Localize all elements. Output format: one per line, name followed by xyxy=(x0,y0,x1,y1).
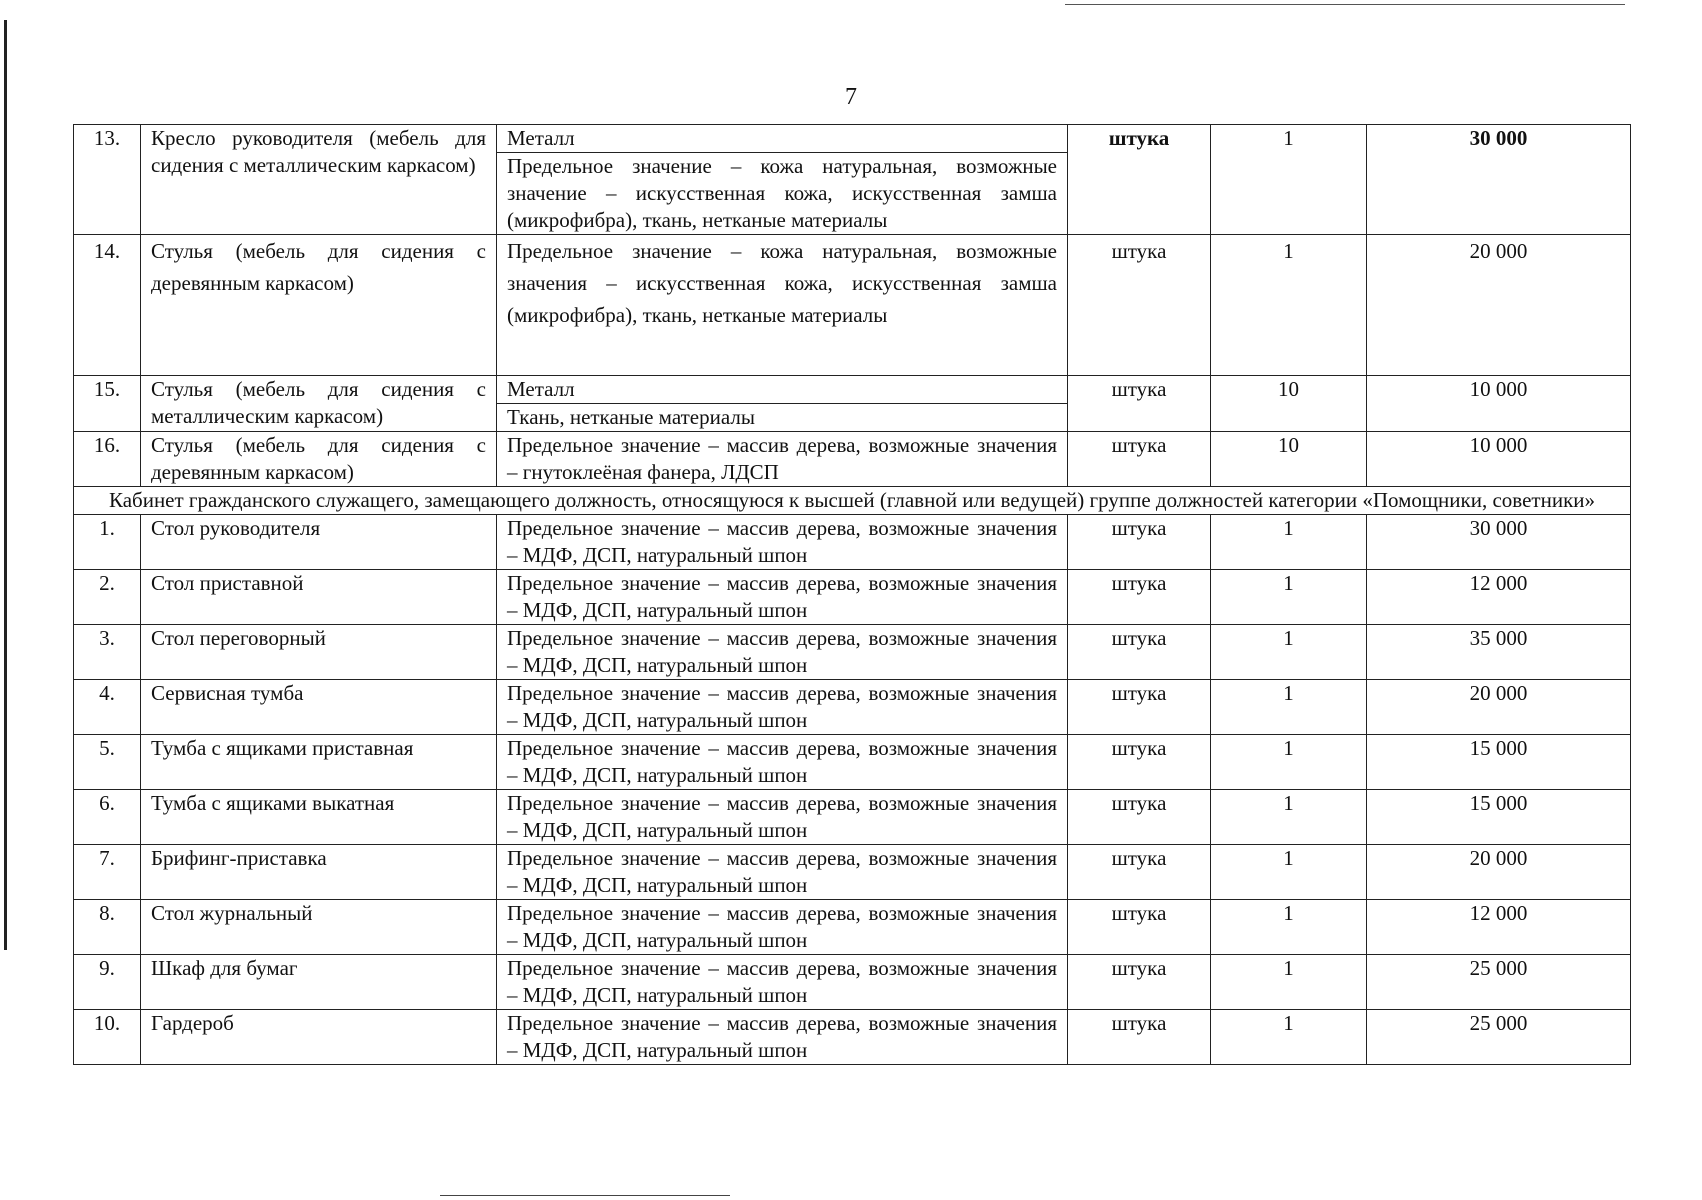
item-price: 30 000 xyxy=(1367,125,1631,235)
item-price: 20 000 xyxy=(1367,845,1631,900)
item-quantity: 1 xyxy=(1211,570,1367,625)
table-row xyxy=(74,735,1631,790)
table-row xyxy=(74,845,1631,900)
item-name: Стол переговорный xyxy=(141,625,497,680)
item-unit: штука xyxy=(1068,680,1211,735)
item-characteristics xyxy=(497,125,1068,235)
item-characteristics: Предельное значение – массив дерева, возможные значения – гнутоклеёная фанера, ЛДСП xyxy=(497,432,1068,487)
table-row xyxy=(74,376,1631,432)
item-quantity: 10 xyxy=(1211,432,1367,487)
item-unit: штука xyxy=(1068,900,1211,955)
item-unit: штука xyxy=(1068,570,1211,625)
row-number: 6. xyxy=(74,790,141,845)
table-row xyxy=(74,625,1631,680)
item-unit: штука xyxy=(1068,432,1211,487)
item-price: 25 000 xyxy=(1367,955,1631,1010)
item-characteristics: Предельное значение – массив дерева, возможные значения – МДФ, ДСП, натуральный шпон xyxy=(497,680,1068,735)
table-row xyxy=(74,432,1631,487)
table-row xyxy=(74,1010,1631,1065)
item-characteristics: Предельное значение – массив дерева, возможные значения – МДФ, ДСП, натуральный шпон xyxy=(497,955,1068,1010)
item-name: Стол приставной xyxy=(141,570,497,625)
item-characteristics: Предельное значение – массив дерева, возможные значения – МДФ, ДСП, натуральный шпон xyxy=(497,900,1068,955)
item-characteristics: Предельное значение – массив дерева, возможные значения – МДФ, ДСП, натуральный шпон xyxy=(497,735,1068,790)
item-quantity: 1 xyxy=(1211,900,1367,955)
item-price: 12 000 xyxy=(1367,900,1631,955)
row-number: 5. xyxy=(74,735,141,790)
item-price: 35 000 xyxy=(1367,625,1631,680)
item-name: Тумба с ящиками приставная xyxy=(141,735,497,790)
item-name: Шкаф для бумаг xyxy=(141,955,497,1010)
item-unit: штука xyxy=(1068,845,1211,900)
item-quantity: 10 xyxy=(1211,376,1367,432)
item-price: 20 000 xyxy=(1367,680,1631,735)
item-unit: штука xyxy=(1068,235,1211,376)
table-row xyxy=(74,235,1631,376)
item-quantity: 1 xyxy=(1211,515,1367,570)
row-number: 7. xyxy=(74,845,141,900)
characteristic-upholstery: Ткань, нетканые материалы xyxy=(497,403,1067,431)
page-number: 7 xyxy=(845,84,857,110)
section-title: Кабинет гражданского служащего, замещающего должность, относящуюся к высшей (главной или ведущей) группе должностей категории «Помощники, советники» xyxy=(74,487,1631,515)
item-unit: штука xyxy=(1068,790,1211,845)
item-quantity: 1 xyxy=(1211,235,1367,376)
row-number: 1. xyxy=(74,515,141,570)
item-name: Сервисная тумба xyxy=(141,680,497,735)
item-unit: штука xyxy=(1068,515,1211,570)
row-number: 9. xyxy=(74,955,141,1010)
row-number: 16. xyxy=(74,432,141,487)
item-name: Гардероб xyxy=(141,1010,497,1065)
bottom-rule xyxy=(440,1195,730,1196)
item-unit: штука xyxy=(1068,125,1211,235)
item-price: 10 000 xyxy=(1367,376,1631,432)
item-name: Брифинг-приставка xyxy=(141,845,497,900)
item-name: Кресло руководителя (мебель для сидения с металлическим каркасом) xyxy=(141,125,497,235)
item-quantity: 1 xyxy=(1211,680,1367,735)
item-characteristics: Предельное значение – массив дерева, возможные значения – МДФ, ДСП, натуральный шпон xyxy=(497,570,1068,625)
table-row xyxy=(74,515,1631,570)
item-characteristics: Предельное значение – массив дерева, возможные значения – МДФ, ДСП, натуральный шпон xyxy=(497,845,1068,900)
item-characteristics: Предельное значение – массив дерева, возможные значения – МДФ, ДСП, натуральный шпон xyxy=(497,515,1068,570)
item-characteristics: Предельное значение – массив дерева, возможные значения – МДФ, ДСП, натуральный шпон xyxy=(497,790,1068,845)
row-number: 4. xyxy=(74,680,141,735)
furniture-spec-table xyxy=(73,124,1631,1065)
table-row xyxy=(74,790,1631,845)
item-quantity: 1 xyxy=(1211,625,1367,680)
item-unit: штука xyxy=(1068,1010,1211,1065)
item-unit: штука xyxy=(1068,735,1211,790)
row-number: 13. xyxy=(74,125,141,235)
item-name: Стол журнальный xyxy=(141,900,497,955)
item-price: 20 000 xyxy=(1367,235,1631,376)
row-number: 15. xyxy=(74,376,141,432)
item-price: 30 000 xyxy=(1367,515,1631,570)
item-price: 12 000 xyxy=(1367,570,1631,625)
section-row xyxy=(74,487,1631,515)
item-characteristics: Предельное значение – массив дерева, возможные значения – МДФ, ДСП, натуральный шпон xyxy=(497,625,1068,680)
row-number: 2. xyxy=(74,570,141,625)
item-name: Стулья (мебель для сидения с деревянным каркасом) xyxy=(141,235,497,376)
item-characteristics: Предельное значение – кожа натуральная, возможные значения – искусственная кожа, искусственная замша (микрофибра), ткань, нетканые материалы xyxy=(497,235,1068,376)
item-characteristics: Предельное значение – массив дерева, возможные значения – МДФ, ДСП, натуральный шпон xyxy=(497,1010,1068,1065)
item-characteristics xyxy=(497,376,1068,432)
characteristic-material: Металл xyxy=(507,377,575,401)
table-row xyxy=(74,570,1631,625)
item-quantity: 1 xyxy=(1211,955,1367,1010)
item-quantity: 1 xyxy=(1211,1010,1367,1065)
row-number: 10. xyxy=(74,1010,141,1065)
item-name: Стулья (мебель для сидения с деревянным каркасом) xyxy=(141,432,497,487)
item-price: 25 000 xyxy=(1367,1010,1631,1065)
item-price: 10 000 xyxy=(1367,432,1631,487)
item-name: Тумба с ящиками выкатная xyxy=(141,790,497,845)
item-unit: штука xyxy=(1068,955,1211,1010)
top-rule xyxy=(1065,4,1625,5)
characteristic-material: Металл xyxy=(507,126,575,150)
table-row xyxy=(74,900,1631,955)
item-unit: штука xyxy=(1068,625,1211,680)
table-row xyxy=(74,125,1631,235)
row-number: 14. xyxy=(74,235,141,376)
row-number: 3. xyxy=(74,625,141,680)
item-quantity: 1 xyxy=(1211,735,1367,790)
item-name: Стулья (мебель для сидения с металлическим каркасом) xyxy=(141,376,497,432)
characteristic-upholstery: Предельное значение – кожа натуральная, возможные значение – искусственная кожа, искусственная замша (микрофибра), ткань, нетканые материалы xyxy=(497,152,1067,234)
item-quantity: 1 xyxy=(1211,125,1367,235)
item-name: Стол руководителя xyxy=(141,515,497,570)
table-row xyxy=(74,680,1631,735)
item-quantity: 1 xyxy=(1211,790,1367,845)
item-price: 15 000 xyxy=(1367,735,1631,790)
item-quantity: 1 xyxy=(1211,845,1367,900)
table-row xyxy=(74,955,1631,1010)
row-number: 8. xyxy=(74,900,141,955)
item-unit: штука xyxy=(1068,376,1211,432)
item-price: 15 000 xyxy=(1367,790,1631,845)
left-margin-bar xyxy=(4,20,7,950)
